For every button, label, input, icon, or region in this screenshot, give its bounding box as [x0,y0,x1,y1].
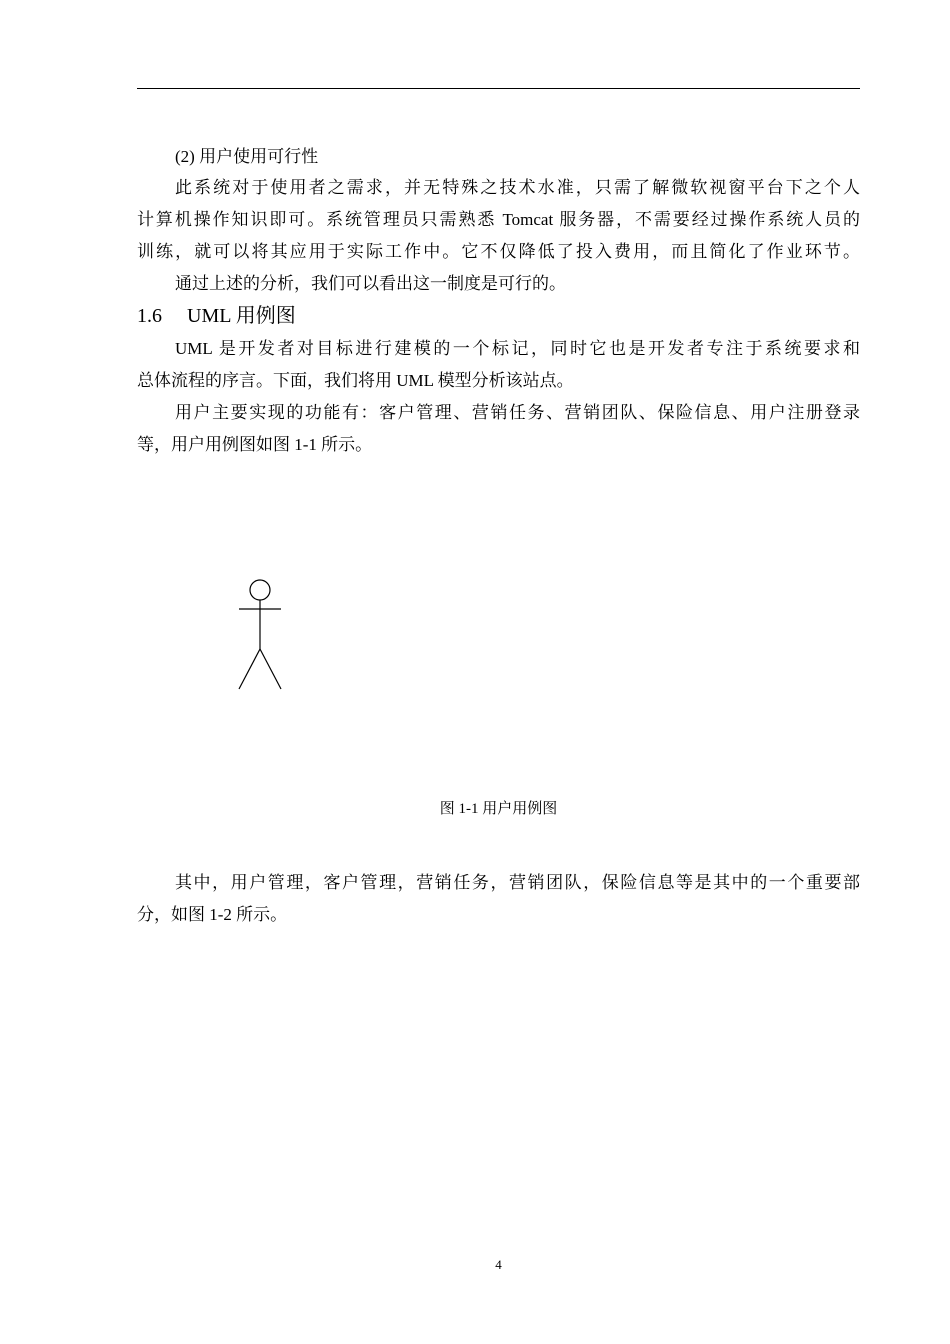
uml-paragraph-line: 总体流程的序言。下面，我们将用 UML 模型分析该站点。 [137,371,574,390]
functions-paragraph-line: 等，用户用例图如图 1-1 所示。 [137,435,373,454]
page-number: 4 [495,1257,502,1272]
closing-paragraph-line: 分，如图 1-2 所示。 [137,905,288,924]
section-number: 1.6 [137,305,162,327]
actor-right-leg [260,649,281,689]
feasibility-paragraph-line: 此系统对于使用者之需求，并无特殊之技术水准，只需了解微软视窗平台下之个人 [175,178,860,197]
header-rule [137,88,860,89]
closing-paragraph-line: 其中，用户管理，客户管理，营销任务，营销团队，保险信息等是其中的一个重要部 [175,873,860,892]
figure-caption: 图 1-1 用户用例图 [439,801,558,817]
actor-left-leg [239,649,260,689]
actor-stick-figure [230,575,290,695]
feasibility-conclusion: 通过上述的分析，我们可以看出这一制度是可行的。 [175,274,566,293]
actor-head [250,580,270,600]
section-heading [137,304,296,328]
section-title: UML 用例图 [187,305,296,327]
feasibility-paragraph-line: 训练，就可以将其应用于实际工作中。它不仅降低了投入费用，而且简化了作业环节。 [137,242,860,261]
functions-paragraph-line: 用户主要实现的功能有：客户管理、营销任务、营销团队、保险信息、用户注册登录 [175,403,860,422]
feasibility-paragraph-line: 计算机操作知识即可。系统管理员只需熟悉 Tomcat 服务器，不需要经过操作系统人员的 [137,210,860,229]
feasibility-subheading: (2) 用户使用可行性 [175,147,319,166]
uml-paragraph-line: UML 是开发者对目标进行建模的一个标记，同时它也是开发者专注于系统要求和 [175,339,860,358]
